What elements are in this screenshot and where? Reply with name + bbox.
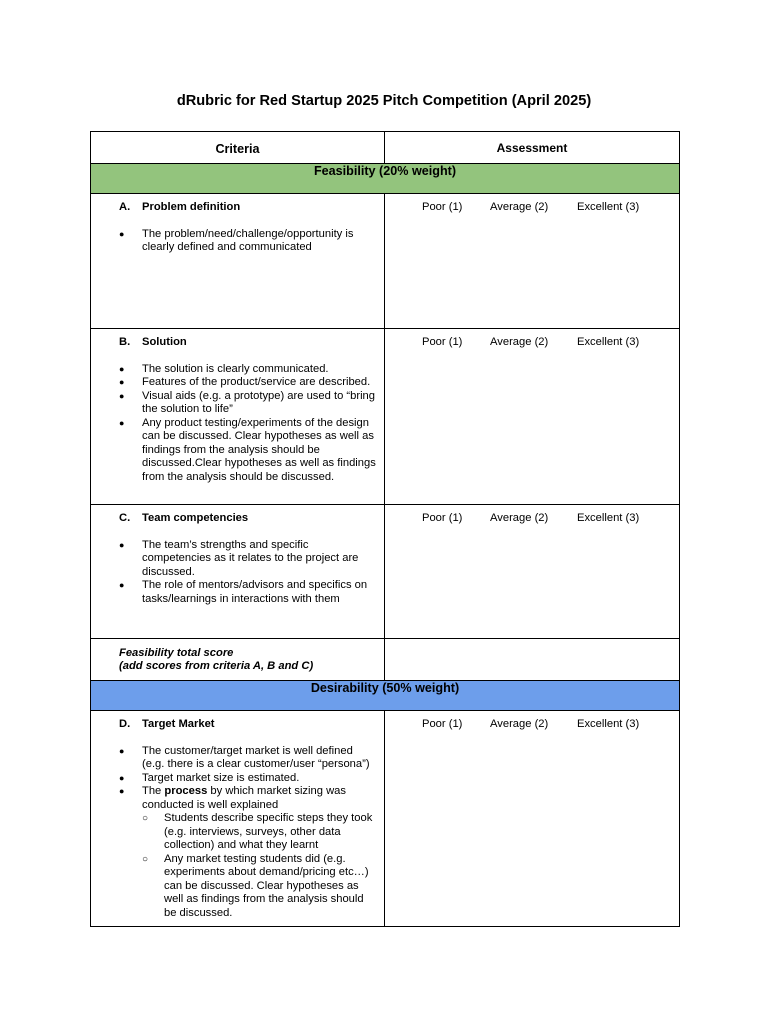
list-item: ○ Any market testing students did (e.g. experiments about demand/pricing etc…) can be discussed. Clear hypotheses as well as findings from the analysis should be discussed. (142, 852, 369, 919)
list-item: ● The problem/need/challenge/opportunity is clearly defined and communicated (119, 227, 354, 253)
criterion-title: Target Market (142, 718, 215, 730)
hollow-bullet-icon: ○ (142, 813, 149, 824)
assessment-b-cell (385, 329, 680, 505)
sub-bullet-list (142, 812, 378, 920)
criterion-row-c (91, 505, 680, 639)
score-options (385, 512, 679, 526)
document-title: dRubric for Red Startup 2025 Pitch Competition (April 2025) (176, 93, 592, 109)
desirability-section-row (91, 681, 680, 711)
rubric-table (90, 131, 680, 927)
score-options (385, 201, 679, 215)
criterion-title: Problem definition (142, 201, 241, 213)
criteria-header: Criteria (91, 132, 385, 164)
list-item: ○ Students describe specific steps they took (e.g. interviews, surveys, other data collection) and what they learnt (142, 812, 373, 851)
list-item: ● The team’s strengths and specific competencies as it relates to the project are discussed. (119, 538, 359, 578)
score-poor[interactable]: Poor (1) (422, 718, 463, 730)
bullet-icon: ● (119, 228, 125, 239)
bullet-icon: ● (119, 377, 125, 387)
list-item: ● The customer/target market is well defined (e.g. there is a clear customer/user “persona”) (119, 744, 370, 770)
score-average[interactable]: Average (2) (490, 718, 549, 730)
score-poor[interactable]: Poor (1) (422, 201, 463, 213)
score-excellent[interactable]: Excellent (3) (577, 336, 640, 348)
score-poor[interactable]: Poor (1) (422, 512, 463, 524)
score-average[interactable]: Average (2) (490, 512, 549, 524)
list-item: ● Target market size is estimated. (119, 771, 300, 784)
score-average[interactable]: Average (2) (490, 336, 549, 348)
bullet-list (119, 228, 378, 255)
score-options (385, 336, 679, 350)
bullet-icon: ● (119, 390, 125, 401)
feasibility-total-score-field[interactable] (385, 639, 680, 681)
criterion-row-a (91, 194, 680, 329)
score-excellent[interactable]: Excellent (3) (577, 718, 640, 730)
criterion-letter: A. (119, 201, 131, 213)
list-item: ● Any product testing/experiments of the design can be discussed. Clear hypotheses as well as findings from the analysis should be discussed.Clear hypotheses as well as findings from the analysis should be discussed. (119, 416, 376, 483)
list-item: ● Visual aids (e.g. a prototype) are used to “bring the solution to life” (119, 389, 375, 415)
feasibility-total-row (91, 639, 680, 681)
assessment-header: Assessment (385, 132, 680, 164)
score-excellent[interactable]: Excellent (3) (577, 512, 640, 524)
hollow-bullet-icon: ○ (142, 853, 149, 865)
list-item: ● The solution is clearly communicated. (119, 362, 329, 375)
list-item: ● The process by which market sizing was conducted is well explained (119, 785, 346, 811)
bullet-icon: ● (119, 539, 125, 550)
list-item: ● Features of the product/service are described. (119, 376, 371, 388)
criterion-row-b (91, 329, 680, 505)
criterion-d-cell (91, 711, 385, 927)
feasibility-section-row (91, 164, 680, 194)
criterion-letter: D. (119, 718, 131, 730)
criterion-row-d (91, 711, 680, 927)
bullet-list (119, 363, 378, 485)
table-header-row (91, 132, 680, 164)
criterion-a-cell (91, 194, 385, 329)
feasibility-total-label: Feasibility total score (add scores from criteria A, B and C) (91, 639, 385, 681)
bullet-icon: ● (119, 363, 125, 374)
bullet-list (119, 745, 378, 921)
criterion-title: Solution (142, 336, 187, 348)
criterion-title: Team competencies (142, 512, 249, 524)
criterion-b-cell (91, 329, 385, 505)
assessment-c-cell (385, 505, 680, 639)
feasibility-heading: Feasibility (20% weight) (91, 164, 680, 194)
bullet-icon: ● (119, 772, 125, 783)
score-excellent[interactable]: Excellent (3) (577, 201, 640, 213)
desirability-heading: Desirability (50% weight) (91, 681, 680, 711)
assessment-a-cell (385, 194, 680, 329)
criterion-c-cell (91, 505, 385, 639)
bullet-icon: ● (119, 745, 125, 756)
bullet-list (119, 539, 378, 607)
score-average[interactable]: Average (2) (490, 201, 549, 213)
score-poor[interactable]: Poor (1) (422, 336, 463, 348)
score-options (385, 718, 679, 732)
bullet-icon: ● (119, 580, 125, 590)
bullet-icon: ● (119, 786, 125, 796)
criterion-letter: C. (119, 512, 131, 524)
assessment-d-cell (385, 711, 680, 927)
list-item: ● The role of mentors/advisors and specifics on tasks/learnings in interactions with them (119, 579, 368, 605)
bullet-icon: ● (119, 417, 125, 428)
criterion-letter: B. (119, 336, 131, 348)
